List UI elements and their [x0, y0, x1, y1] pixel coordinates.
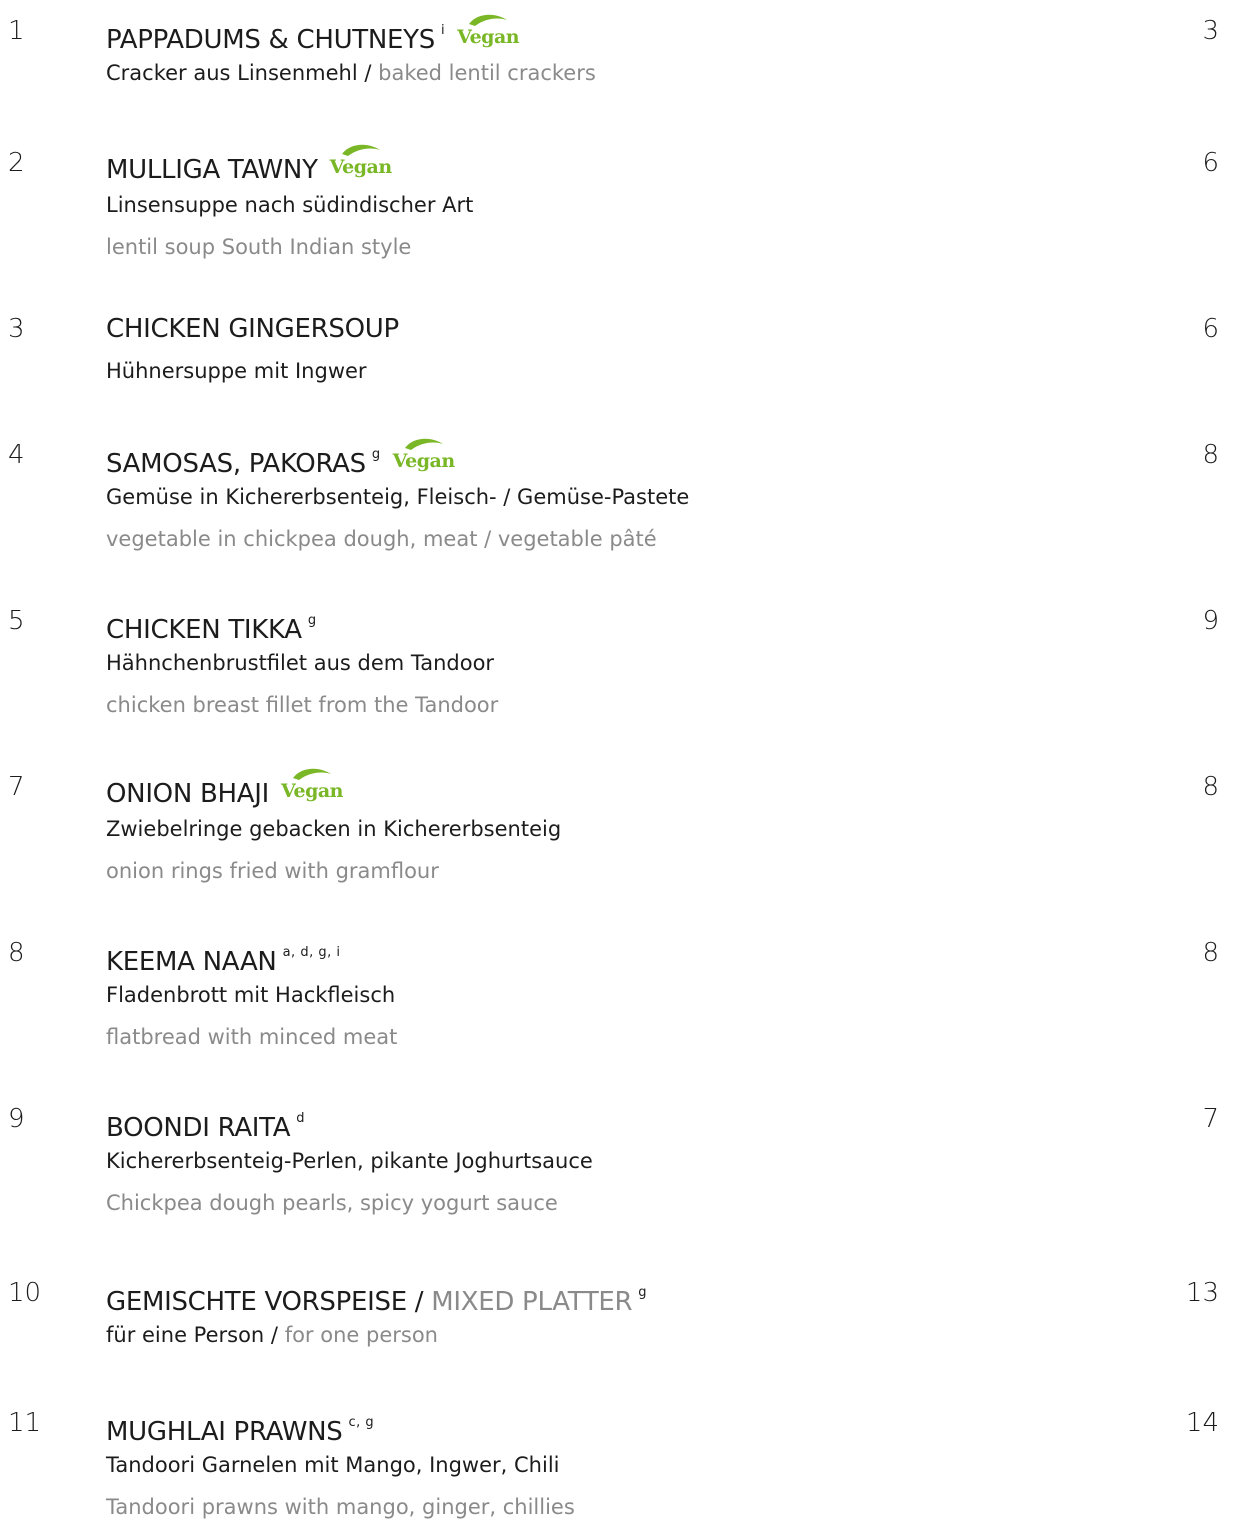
- allergen-codes: a, d, g, i: [282, 945, 341, 960]
- description-en: chicken breast fillet from the Tandoor: [106, 693, 499, 717]
- item-title: [106, 1276, 647, 1319]
- description-en-inline: for one person: [284, 1323, 438, 1347]
- item-price: 13: [1185, 1278, 1219, 1308]
- description-de-text: Hühnersuppe mit Ingwer: [106, 359, 367, 383]
- description-en: Tandoori prawns with mango, ginger, chillies: [106, 1495, 575, 1519]
- vegan-badge: [455, 16, 519, 46]
- item-title: [106, 1102, 305, 1145]
- item-price: 6: [1202, 148, 1219, 178]
- description-en: Chickpea dough pearls, spicy yogurt sauce: [106, 1191, 558, 1215]
- item-title: [106, 936, 340, 979]
- item-title: [106, 438, 455, 481]
- description-de: [106, 980, 395, 1010]
- allergen-codes: d: [296, 1111, 305, 1126]
- vegan-badge: [279, 770, 343, 800]
- description-de-text: Hähnchenbrustfilet aus dem Tandoor: [106, 651, 495, 675]
- item-number: 5: [8, 606, 25, 636]
- item-number: 10: [8, 1278, 42, 1308]
- item-name: GEMISCHTE VORSPEISE: [106, 1287, 407, 1317]
- item-name: KEEMA NAAN: [106, 947, 277, 977]
- item-title: [106, 14, 519, 57]
- item-number: 2: [8, 148, 25, 178]
- item-number: 3: [8, 314, 25, 344]
- description-de: [106, 1450, 560, 1480]
- item-name-en: MIXED PLATTER: [431, 1287, 633, 1317]
- item-price: 3: [1202, 16, 1219, 46]
- item-number: 7: [8, 772, 25, 802]
- description-de-text: Cracker aus Linsenmehl: [106, 61, 358, 85]
- item-number: 4: [8, 440, 25, 470]
- vegan-label: Vegan: [280, 780, 343, 802]
- vegan-badge: [391, 440, 455, 470]
- item-name: PAPPADUMS & CHUTNEYS: [106, 25, 435, 55]
- description-de: [106, 482, 689, 512]
- item-title: [106, 312, 399, 346]
- item-number: 11: [8, 1408, 42, 1438]
- item-name: CHICKEN GINGERSOUP: [106, 314, 399, 344]
- item-number: 8: [8, 938, 25, 968]
- description-de: [106, 814, 561, 844]
- description-de: [106, 1320, 438, 1350]
- description-de: [106, 648, 494, 678]
- vegan-label: Vegan: [392, 450, 455, 472]
- description-en: lentil soup South Indian style: [106, 235, 412, 259]
- item-name: MULLIGA TAWNY: [106, 155, 318, 185]
- item-number: 9: [8, 1104, 25, 1134]
- description-de-text: Zwiebelringe gebacken in Kichererbsenteig: [106, 817, 562, 841]
- description-de-text: Fladenbrott mit Hackfleisch: [106, 983, 396, 1007]
- description-de: [106, 1146, 593, 1176]
- description-de-text: Kichererbsenteig-Perlen, pikante Joghurtsauce: [106, 1149, 593, 1173]
- description-en: vegetable in chickpea dough, meat / vegetable pâté: [106, 527, 657, 551]
- description-de-text: Linsensuppe nach südindischer Art: [106, 193, 474, 217]
- description-en-inline: baked lentil crackers: [378, 61, 596, 85]
- allergen-codes: g: [307, 613, 317, 628]
- item-price: 6: [1202, 314, 1219, 344]
- item-name: ONION BHAJI: [106, 779, 269, 809]
- description-de: [106, 58, 596, 88]
- item-title: [106, 1406, 374, 1449]
- description-de-text: Gemüse in Kichererbsenteig, Fleisch- / Gemüse-Pastete: [106, 485, 690, 509]
- item-name: SAMOSAS, PAKORAS: [106, 449, 366, 479]
- description-en: flatbread with minced meat: [106, 1025, 398, 1049]
- item-price: 9: [1202, 606, 1219, 636]
- item-number: 1: [8, 16, 25, 46]
- description-de: [106, 190, 473, 220]
- item-name: MUGHLAI PRAWNS: [106, 1417, 343, 1447]
- item-price: 7: [1202, 1104, 1219, 1134]
- description-de: [106, 356, 367, 386]
- vegan-label: Vegan: [457, 26, 520, 48]
- item-title: [106, 770, 343, 811]
- allergen-codes: c, g: [348, 1415, 375, 1430]
- title-separator: /: [406, 1287, 432, 1317]
- item-price: 8: [1202, 938, 1219, 968]
- item-price: 8: [1202, 440, 1219, 470]
- allergen-codes: g: [371, 447, 381, 462]
- item-name: CHICKEN TIKKA: [106, 615, 302, 645]
- vegan-badge: [328, 146, 392, 176]
- allergen-codes: g: [638, 1285, 648, 1300]
- description-en: onion rings fried with gramflour: [106, 859, 439, 883]
- description-separator: /: [264, 1323, 285, 1347]
- item-title: [106, 604, 317, 647]
- item-price: 8: [1202, 772, 1219, 802]
- item-price: 14: [1185, 1408, 1219, 1438]
- description-de-text: Tandoori Garnelen mit Mango, Ingwer, Chili: [106, 1453, 560, 1477]
- description-separator: /: [357, 61, 379, 85]
- vegan-label: Vegan: [329, 156, 392, 178]
- allergen-codes: i: [440, 23, 446, 38]
- description-de-text: für eine Person: [106, 1323, 265, 1347]
- item-title: [106, 146, 392, 187]
- item-name: BOONDI RAITA: [106, 1113, 291, 1143]
